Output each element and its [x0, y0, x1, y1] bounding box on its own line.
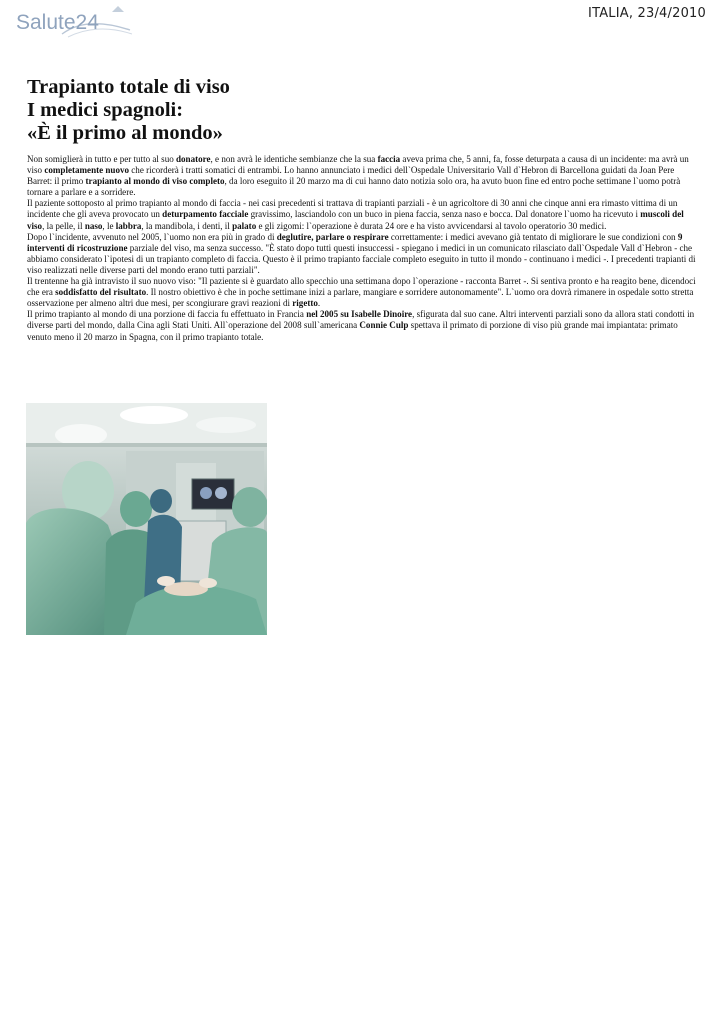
- bold-phrase: 9 interventi di ricostruzione: [27, 231, 683, 253]
- text-run: e gli zigomi: l`operazione è durata 24 ore e ha visto avvicendarsi al tavolo operatorio 30 medici.: [256, 220, 607, 231]
- text-run: , la pelle, il: [42, 220, 85, 231]
- text-run: aveva prima che, 5 anni, fa, fosse deturpata a causa di un incidente: ma avrà un viso: [27, 154, 689, 176]
- text-run: che ricorderà i tratti somatici di entrambi. Lo hanno annunciato i medici dell`Ospedale Universitario Vall d`Hebron di Barcellona guidati da Joan Pere Barret: il primo: [27, 165, 675, 187]
- text-run: , e non avrà le identiche sembianze che la sua: [210, 154, 378, 164]
- text-run: gravissimo, lasciandolo con un buco in piena faccia, senza naso e bocca. Dal donatore l`uomo ha ricevuto i: [248, 209, 641, 220]
- article-paragraph: [27, 276, 699, 309]
- article-paragraph: [27, 309, 699, 342]
- text-run: Non somiglierà in tutto e per tutto al suo: [27, 154, 176, 164]
- salute24-logo-graphic: [16, 4, 136, 40]
- bold-phrase: deturpamento facciale: [162, 209, 249, 220]
- text-run: correttamente: i medici avevano già tentato di migliorare le sue condizioni con: [388, 231, 678, 242]
- text-run: spettava il primato di porzione di viso più grande mai impiantata: primato venuto meno il 20 marzo in Spagna, con il primo trapianto totale.: [27, 320, 678, 342]
- bold-phrase: completamente nuovo: [44, 165, 130, 176]
- bold-phrase: palato: [232, 220, 257, 231]
- article-body: [27, 154, 699, 343]
- text-run: Il paziente sottoposto al primo trapianto al mondo di faccia - nei casi precedenti si trattava di trapianti parziali - è un agricoltore di 30 anni che cinque anni era rimasto vittima di un incidente che gli aveva provocato un: [27, 198, 678, 220]
- surgery-photo: [26, 403, 267, 635]
- bold-phrase: naso: [84, 220, 103, 231]
- bold-phrase: deglutire, parlare o respirare: [276, 231, 389, 242]
- bold-phrase: donatore: [176, 154, 211, 164]
- bold-phrase: nel 2005 su Isabelle Dinoire: [306, 309, 413, 320]
- article-paragraph: [27, 232, 699, 276]
- text-run: Il primo trapianto al mondo di una porzione di faccia fu effettuato in Francia: [27, 309, 307, 320]
- bold-phrase: muscoli del viso: [27, 209, 684, 231]
- article-paragraph: [27, 154, 699, 198]
- headline-line: «È il primo al mondo»: [27, 122, 223, 144]
- headline-line: I medici spagnoli:: [27, 99, 184, 121]
- logo-wordmark: Salute24: [16, 11, 99, 34]
- bold-phrase: soddisfatto del risultato: [55, 287, 147, 298]
- text-run: . Il nostro obiettivo è che in poche settimane inizi a parlare, mangiare e sorridere autonomamente". L`uomo ora dovrà rimanere in ospedale sotto stretta osservazione per almeno altri due mesi, per scongiurare gravi reazioni di: [27, 287, 694, 309]
- text-run: .: [317, 298, 321, 309]
- bold-phrase: faccia: [377, 154, 401, 164]
- article-headline: [27, 76, 627, 145]
- text-run: , la mandibola, i denti, il: [141, 220, 233, 231]
- text-run: Dopo l`incidente, avvenuto nel 2005, l`uomo non era più in grado di: [27, 231, 277, 242]
- dateline: ITALIA, 23/4/2010: [588, 6, 706, 21]
- text-run: parziale del viso, ma senza successo. "È stato dopo tutti questi insuccessi - spiegano i medici in un comunicato rilasciato dall`Ospedale Vall d`Hebron - che abbiamo considerato l`ipotesi di un trapianto completo di faccia. Questo è il primo trapianto facciale completo eseguito in tutto il mondo - continuano i medici -. I precedenti trapianti di viso realizzati nelle diverse parti del mondo erano tutti parziali".: [27, 242, 696, 275]
- surgery-photo-illustration: [26, 403, 267, 635]
- headline-line: Trapianto totale di viso: [27, 76, 230, 98]
- text-run: Il trentenne ha già intravisto il suo nuovo viso: "Il paziente si è guardato allo specchio una settimana dopo l`operazione - racconta Barret -. Si sentiva pronto e ha reagito bene, dicendoci che era: [27, 276, 696, 298]
- text-run: , sfigurata dal suo cane. Altri interventi parziali sono da allora stati condotti in diverse parti del mondo, dalla Cina agli Stati Uniti. All`operazione del 2008 sull`americana: [27, 309, 695, 331]
- article-paragraph: [27, 198, 699, 231]
- bold-phrase: labbra: [115, 220, 142, 231]
- bold-phrase: Connie Culp: [359, 320, 409, 331]
- bold-phrase: trapianto al mondo di viso completo: [85, 176, 225, 187]
- salute24-logo[interactable]: [16, 4, 136, 40]
- text-run: , da loro eseguito il 20 marzo ma di cui hanno dato notizia solo ora, ha avuto buon fine ed entro poche settimane l`uomo potrà tornare a parlare e a sorridere.: [27, 176, 681, 198]
- text-run: , le: [102, 220, 116, 231]
- bold-phrase: rigetto: [292, 298, 318, 309]
